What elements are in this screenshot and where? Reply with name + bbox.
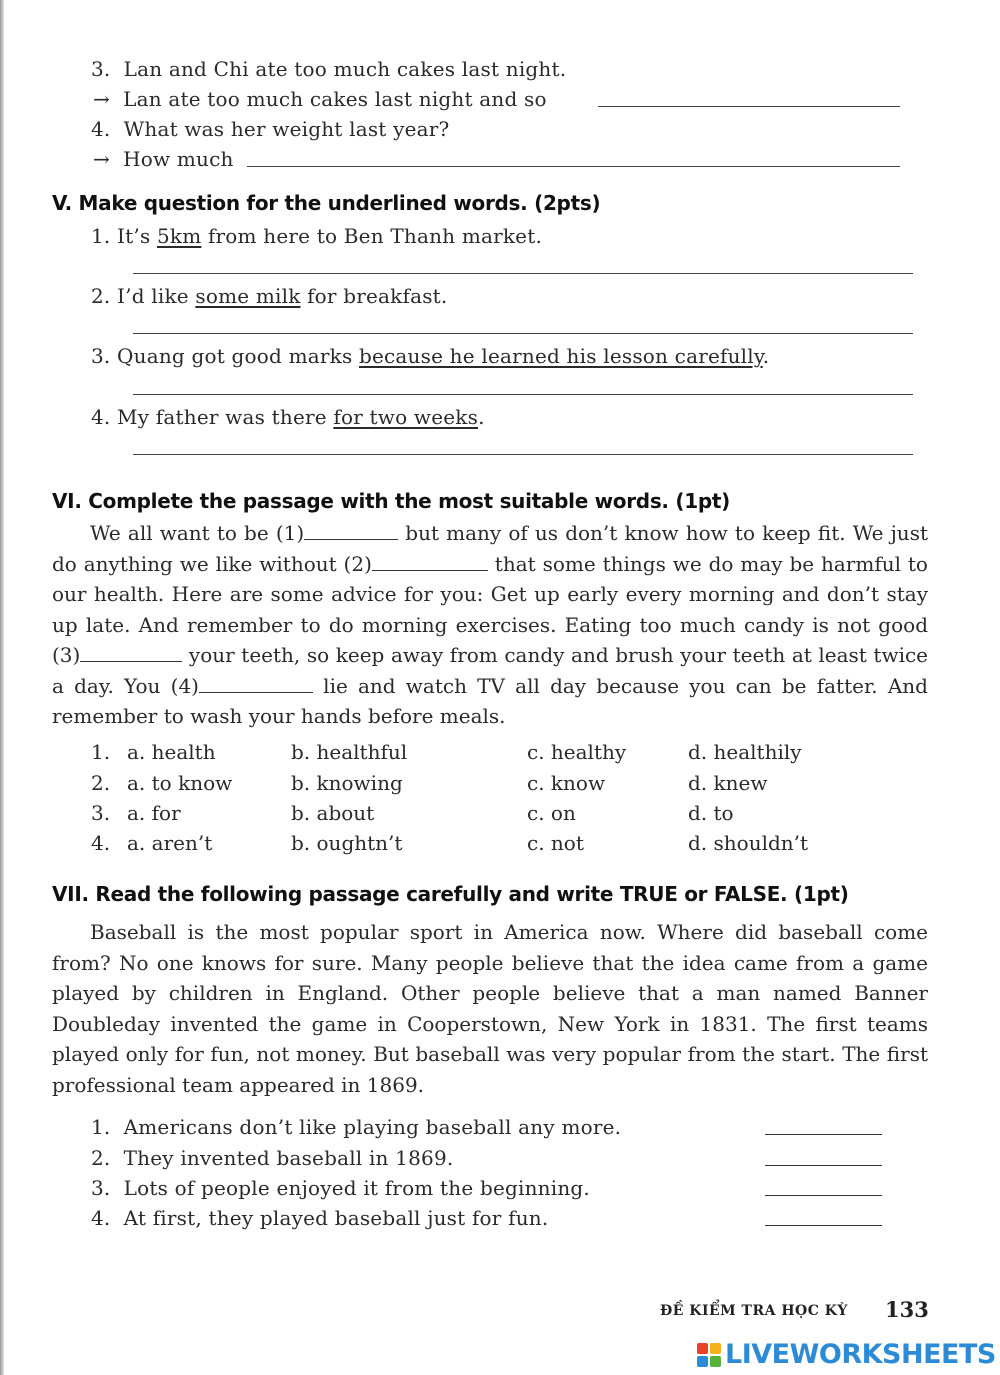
option-d[interactable]: d. to: [688, 801, 734, 825]
statement-4: 4. At first, they played baseball just for fun.: [91, 1206, 549, 1230]
answer-blank[interactable]: [133, 454, 913, 455]
option-b[interactable]: b. healthful: [291, 740, 408, 764]
logo-text: LIVEWORKSHEETS: [725, 1339, 996, 1370]
logo-grid-icon: [697, 1343, 721, 1367]
underlined-words: some milk: [195, 284, 301, 308]
arrow-icon: →: [93, 87, 110, 111]
option-a[interactable]: a. for: [127, 801, 181, 825]
option-row-number: 3.: [91, 801, 111, 825]
option-c[interactable]: c. healthy: [527, 740, 627, 764]
underlined-words: because he learned his lesson carefully: [358, 344, 763, 368]
item-3-question: 3. Lan and Chi ate too much cakes last night.: [91, 57, 567, 81]
section-vii-heading: VII. Read the following passage carefully and write TRUE or FALSE. (1pt): [52, 882, 849, 906]
option-row-number: 1.: [91, 740, 111, 764]
vii-passage: Baseball is the most popular sport in America now. Where did baseball come from? No one knows for sure. Many people believe that the idea came from a game played by children in England. Other people believe that a man named Banner Doubleday invented the game in Cooperstown, New York in 1831. The first teams played only for fun, not money. But baseball was very popular from the start. The first professional team appeared in 1869.: [52, 920, 928, 1097]
option-d[interactable]: d. shouldn’t: [688, 831, 809, 855]
option-a[interactable]: a. to know: [127, 771, 233, 795]
v-item-3: 3. Quang got good marks because he learned his lesson carefully.: [91, 344, 770, 368]
option-c[interactable]: c. know: [527, 771, 606, 795]
gap-3-blank[interactable]: [80, 643, 182, 662]
v-item-4: 4. My father was there for two weeks.: [91, 405, 485, 429]
book-title: ĐỀ KIỂM TRA HỌC KỲ: [660, 1303, 848, 1319]
option-row-number: 2.: [91, 771, 111, 795]
option-d[interactable]: d. knew: [688, 771, 768, 795]
item-4-question: 4. What was her weight last year?: [91, 117, 450, 141]
option-b[interactable]: b. about: [291, 801, 375, 825]
liveworksheets-logo: [697, 1339, 996, 1370]
option-row-number: 4.: [91, 831, 111, 855]
statement-3: 3. Lots of people enjoyed it from the beginning.: [91, 1176, 590, 1200]
statement-1: 1. Americans don’t like playing baseball any more.: [91, 1115, 622, 1139]
option-c[interactable]: c. not: [527, 831, 584, 855]
underlined-words: 5km: [156, 224, 202, 248]
true-false-blank[interactable]: [765, 1165, 882, 1166]
item-4-answer: → How much: [93, 147, 234, 171]
section-v-heading: V. Make question for the underlined words. (2pts): [52, 191, 601, 215]
statement-2: 2. They invented baseball in 1869.: [91, 1146, 454, 1170]
true-false-blank[interactable]: [765, 1225, 882, 1226]
section-vi-heading: VI. Complete the passage with the most suitable words. (1pt): [52, 489, 730, 513]
true-false-blank[interactable]: [765, 1195, 882, 1196]
vi-passage: We all want to be (1) but many of us don’t know how to keep fit. We just do anything we like without (2) that some things we do may be harmful to our health. Here are some advice for you: Get up early every morning and don’t stay up late. And remember to do morning exercises. Eating too much candy is not good (3) your teeth, so keep away from candy and brush your teeth at least twice a day. You (4) lie and watch TV all day because you can be fatter. And remember to wash your hands before meals.: [52, 521, 928, 728]
v-item-1: 1. It’s 5km from here to Ben Thanh market.: [91, 224, 543, 248]
item-3-answer: → Lan ate too much cakes last night and so: [93, 87, 547, 111]
page-number: 133: [885, 1297, 929, 1322]
option-d[interactable]: d. healthily: [688, 740, 802, 764]
option-b[interactable]: b. knowing: [291, 771, 403, 795]
option-b[interactable]: b. oughtn’t: [291, 831, 403, 855]
gap-2-blank[interactable]: [372, 552, 488, 571]
option-a[interactable]: a. health: [127, 740, 216, 764]
underlined-words: for two weeks: [333, 405, 479, 429]
gap-4-blank[interactable]: [199, 674, 313, 693]
answer-blank[interactable]: [133, 333, 913, 334]
v-item-2: 2. I’d like some milk for breakfast.: [91, 284, 448, 308]
true-false-blank[interactable]: [765, 1134, 882, 1135]
option-a[interactable]: a. aren’t: [127, 831, 213, 855]
answer-blank[interactable]: [247, 166, 900, 167]
answer-blank[interactable]: [598, 106, 900, 107]
arrow-icon: →: [93, 147, 110, 171]
page-edge: [0, 0, 4, 1375]
answer-blank[interactable]: [133, 273, 913, 274]
answer-blank[interactable]: [133, 394, 913, 395]
gap-1-blank[interactable]: [304, 521, 398, 540]
option-c[interactable]: c. on: [527, 801, 576, 825]
